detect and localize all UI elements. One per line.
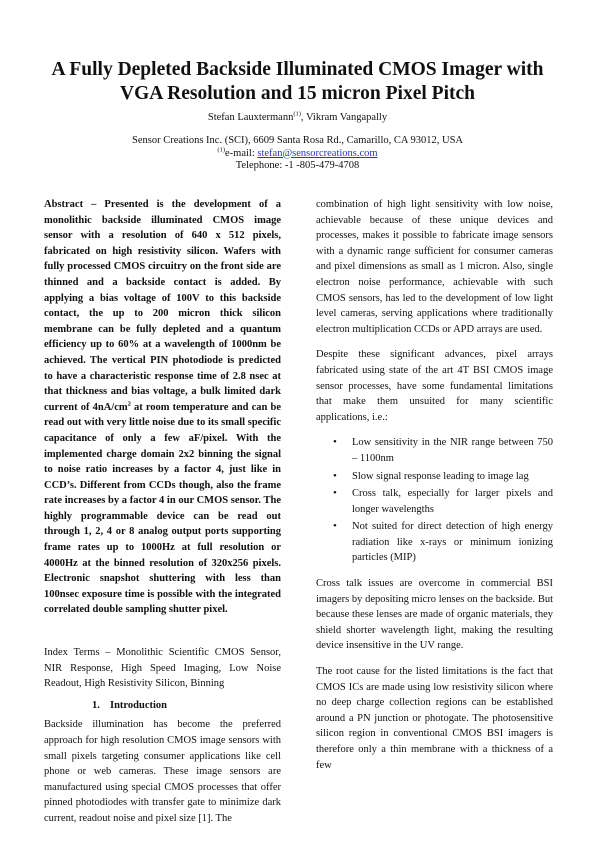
author-separator: , bbox=[300, 112, 306, 123]
section-number: 1. bbox=[92, 699, 100, 711]
body-paragraph: Despite these significant advances, pixel arrays fabricated using state of the art 4T BSI CMOS image sensor processes, have some fundamental limitations that make them unsuited for many scientific applications, i.e.: bbox=[316, 349, 553, 423]
email-affiliation-mark: (1) bbox=[217, 146, 226, 153]
body-paragraph: The root cause for the listed limitations is the fact that CMOS ICs are made using low resistivity silicon where no deep charge collection regions can be established around a PN junction or photogate. The photosensitive silicon region in conventional CMOS BSI imagers is therefore only a thin membrane with a thickness of a few bbox=[316, 666, 553, 771]
abstract-text-part2: at room temperature and can be read out with very little noise due to its small specific capacitance of only a few aF/pixel. With the implemented charge domain 2x2 binning the signal to noise ratio increases by a factor 4, just like in CCD’s. Different from CCDs though, also the frame rate increases by a factor 4 in our CMOS sensor. The highly programmable device can be read out through 1, 2, 4 or 8 analog output ports supporting frame rates up to 1000Hz at full resolution or 4000Hz at the binned resolution of 320x256 pixels. Electronic snapshot shuttering with less than 100nsec exposure time is possible with the integrated correlated double sampling shutter pixel. bbox=[44, 401, 281, 616]
index-terms: Index Terms – Monolithic Scientific CMOS Sensor, NIR Response, High Speed Imaging, Low Noise Readout, High Resistivity Silicon, Binning bbox=[44, 647, 281, 690]
author-name: Vikram Vangapally bbox=[305, 112, 388, 123]
author-name: Stefan Lauxtermann bbox=[207, 112, 294, 123]
list-item: • Slow signal response leading to image lag bbox=[352, 469, 553, 485]
abstract bbox=[44, 197, 281, 618]
list-item: • Cross talk, especially for larger pixels and longer wavelengths bbox=[352, 486, 553, 517]
right-column bbox=[316, 197, 553, 783]
affiliation-email-line bbox=[0, 148, 595, 161]
list-item: • Low sensitivity in the NIR range between 750 – 1100nm bbox=[352, 435, 553, 466]
list-item: • Not suited for direct detection of high energy radiation like x-rays or minimum ionizing particles (MIP) bbox=[352, 519, 553, 566]
left-column bbox=[44, 197, 281, 827]
intro-paragraph: Backside illumination has become the preferred approach for high resolution CMOS image sensors with small pixels targeting consumer applications like cell phone or web cameras. These image sensors are manufactured using special CMOS processes that offer pinned photodiodes with transfer gate to minimize dark current, readout noise and pixel size [1]. The bbox=[44, 719, 281, 824]
section-title: Introduction bbox=[110, 699, 167, 711]
body-paragraph: Cross talk issues are overcome in commercial BSI imagers by depositing micro lenses on the backside. But because these lenses are made of organic materials, they shield shorter wavelength light, making the resulting device insensitive in the UV range. bbox=[316, 578, 553, 652]
limitations-list bbox=[316, 435, 553, 566]
affiliation-block bbox=[0, 135, 595, 173]
email-prefix: e-mail: bbox=[225, 147, 258, 159]
abstract-superscript: 2 bbox=[127, 400, 131, 408]
paper-title: A Fully Depleted Backside Illuminated CMOS Imager with VGA Resolution and 15 micron Pixel Pitch bbox=[51, 59, 544, 104]
abstract-text-part1: Abstract – Presented is the development of a monolithic backside illuminated CMOS image sensor with a resolution of 640 x 512 pixels, fabricated on high resistivity silicon. Wafers with fully processed CMOS circuitry on the front side are thinned and a backside contact is added. By applying a bias voltage of 100V to this backside contact, the up to 200 micron thick silicon membrane can be fully depleted and a quantum efficiency up to 60% at a wavelength of 1000nm be achieved. The vertical PIN photodiode is predicted to have a characteristic response time of 2.8 nsec at that thickness and bias voltage, a bulk limited dark current of 4nA/cm bbox=[44, 199, 281, 413]
email-link[interactable]: stefan@sensorcreations.com bbox=[257, 147, 378, 159]
affiliation-address: Sensor Creations Inc. (SCI), 6609 Santa Rosa Rd., Camarillo, CA 93012, USA bbox=[131, 135, 464, 146]
affiliation-phone: Telephone: -1 -805-479-4708 bbox=[235, 160, 360, 171]
author-affiliation-mark: (1) bbox=[293, 110, 301, 118]
body-paragraph: combination of high light sensitivity with low noise, achievable because of these unique devices and processes, makes it possible to fabricate image sensors with a dynamic range sufficient for consumer cameras and pixel dimensions as small as 1 micron. Also, single electron noise performance, achievable with such CMOS sensors, has led to the development of low light level cameras, serving applications where traditionally electron multiplication CCDs or APD arrays are used. bbox=[316, 199, 553, 335]
section-heading-introduction bbox=[44, 698, 281, 714]
author-line bbox=[0, 111, 595, 124]
